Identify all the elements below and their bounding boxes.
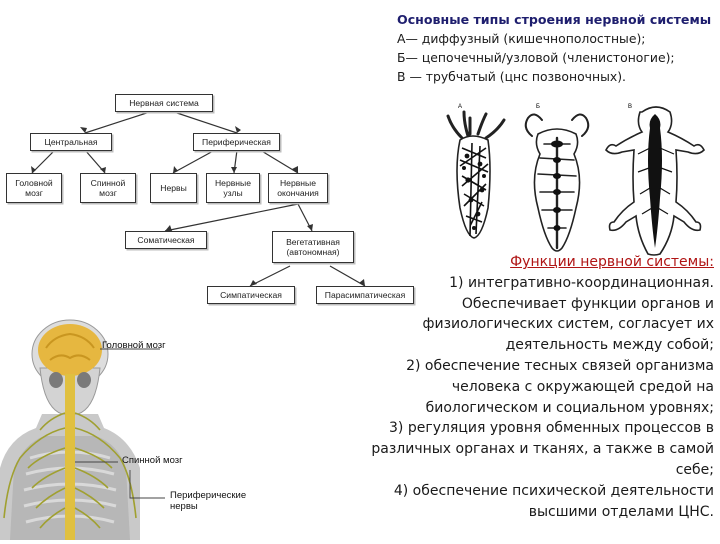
type-line-a: А— диффузный (кишечнополостные); xyxy=(397,31,646,46)
function-line-10: себе; xyxy=(675,461,714,478)
box-nervous-system: Нервная система xyxy=(115,94,213,112)
function-line-11: 4) обеспечение психической деятельности xyxy=(393,482,714,499)
human-nervous-system-figure xyxy=(0,318,270,540)
function-line-6: человека с окружающей средой на xyxy=(451,378,714,395)
functions-title: Функции нервной системы: xyxy=(510,254,714,270)
type-line-b: Б— цепочечный/узловой (членистоногие); xyxy=(397,50,675,65)
function-line-3: физиологических систем, согласует их xyxy=(422,316,714,333)
nervous-system-types-figure xyxy=(442,98,717,258)
box-central: Центральная xyxy=(30,133,112,151)
label-brain: Головной мозг xyxy=(102,340,166,351)
function-line-4: деятельность между собой; xyxy=(505,337,714,354)
label-a: А xyxy=(458,104,463,110)
box-somatic: Соматическая xyxy=(125,231,207,249)
nervous-system-hierarchy-diagram xyxy=(0,88,406,323)
organisms-illustration xyxy=(442,98,717,258)
types-title: Основные типы строения нервной системы xyxy=(397,12,712,27)
function-line-8: 3) регуляция уровня обменных процессов в xyxy=(389,420,714,437)
nervous-system-types xyxy=(397,10,715,86)
box-peripheral: Периферическая xyxy=(193,133,280,151)
function-line-2: Обеспечивает функции органов и xyxy=(461,295,714,312)
function-line-9: различных органах и тканях, а также в самой xyxy=(371,441,714,458)
box-brain: Головной мозг xyxy=(6,173,62,203)
function-line-1: 1) интегративно-координационная. xyxy=(449,274,714,291)
function-line-5: 2) обеспечение тесных связей организма xyxy=(406,357,714,374)
box-nerves: Нервы xyxy=(150,173,197,203)
label-peripheral-nerves: Периферические нервы xyxy=(170,490,247,512)
box-ganglia: Нервные узлы xyxy=(206,173,260,203)
box-sympathetic: Симпатическая xyxy=(207,286,295,304)
arthropod-chain-figure xyxy=(526,114,589,251)
label-spinal-cord: Спинной мозг xyxy=(122,455,183,466)
box-parasympathetic: Парасимпатическая xyxy=(316,286,414,304)
nervous-system-functions xyxy=(340,252,714,522)
hydra-diffuse-figure xyxy=(448,112,504,238)
box-autonomic: Вегетативная (автономная) xyxy=(272,231,354,263)
label-b: Б xyxy=(536,104,540,110)
function-line-7: биологическом и социальном уровнях; xyxy=(425,399,714,416)
type-line-c: В — трубчатый (цнс позвоночных). xyxy=(397,69,626,84)
box-nerve-endings: Нервные окончания xyxy=(268,173,328,203)
box-spinal-cord: Спинной мозг xyxy=(80,173,136,203)
function-line-12: высшими отделами ЦНС. xyxy=(528,503,714,520)
vertebrate-tubular-figure xyxy=(606,107,704,255)
label-c: В xyxy=(628,104,633,110)
